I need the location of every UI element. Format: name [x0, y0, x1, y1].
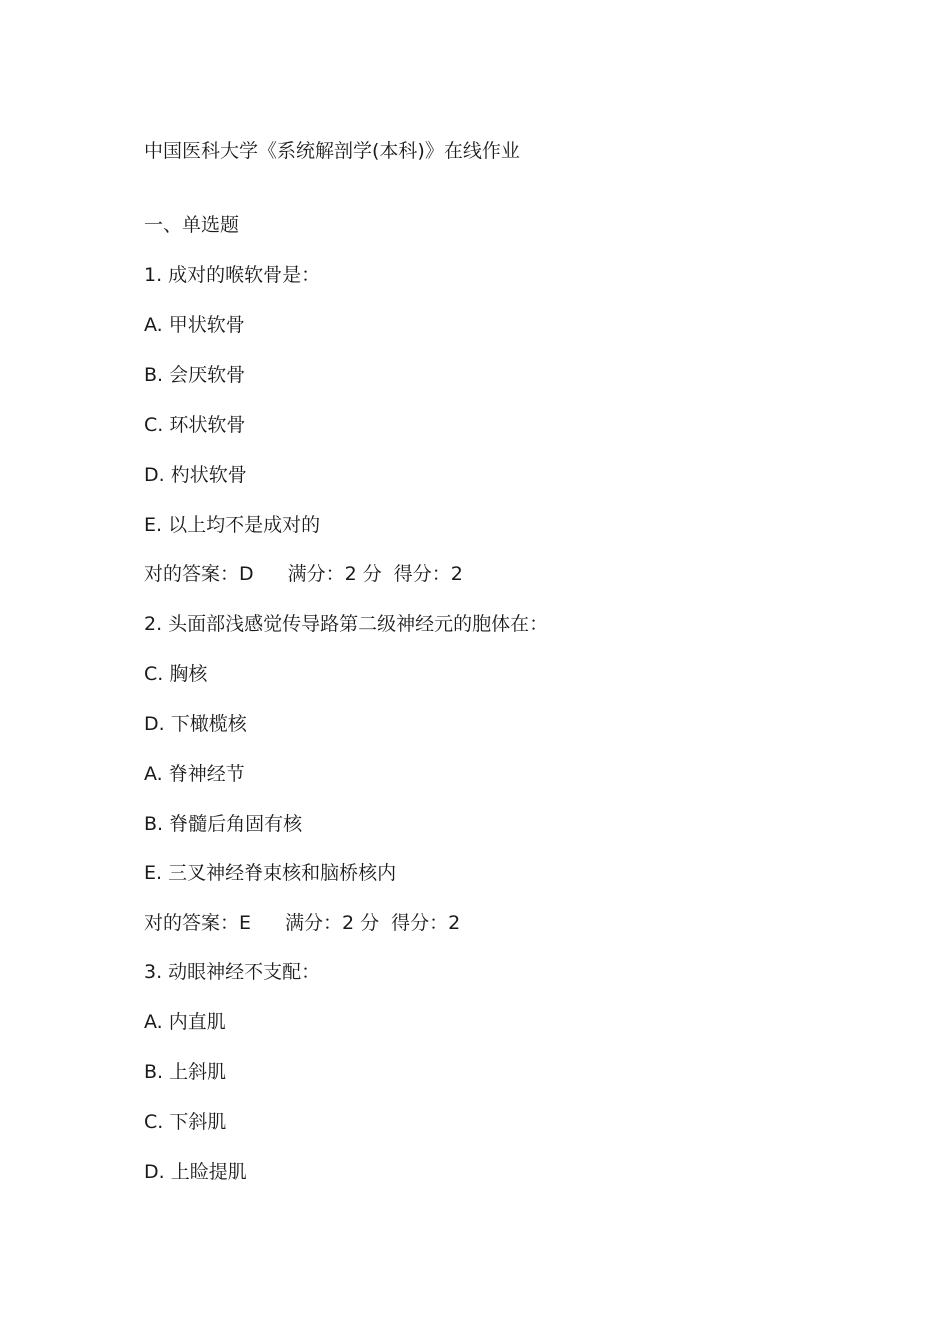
question-1-stem: 1. 成对的喉软骨是：: [144, 264, 321, 286]
question-2-stem: 2. 头面部浅感觉传导路第二级神经元的胞体在：: [144, 613, 549, 635]
correct-answer: 对的答案：D: [144, 563, 254, 585]
full-score: 满分：2 分: [285, 912, 380, 934]
question-2-option: C. 胸核: [144, 663, 208, 685]
question-2-option: E. 三叉神经脊束核和脑桥核内: [144, 862, 397, 884]
question-1-option: E. 以上均不是成对的: [144, 514, 321, 536]
question-3-option: C. 下斜肌: [144, 1111, 227, 1133]
obtained-score: 得分：2: [391, 912, 461, 934]
question-3-stem: 3. 动眼神经不支配：: [144, 961, 321, 983]
correct-answer: 对的答案：E: [144, 912, 252, 934]
question-3-option: B. 上斜肌: [144, 1061, 227, 1083]
question-1-option: B. 会厌软骨: [144, 364, 246, 386]
question-1-option: D. 杓状软骨: [144, 464, 247, 486]
section-heading: 一、单选题: [144, 214, 240, 236]
question-2-result: [144, 910, 460, 936]
document-title: 中国医科大学《系统解剖学(本科)》在线作业: [144, 140, 520, 162]
question-3-option: A. 内直肌: [144, 1011, 226, 1033]
question-1-option: A. 甲状软骨: [144, 314, 245, 336]
question-2-option: A. 脊神经节: [144, 763, 245, 785]
full-score: 满分：2 分: [287, 563, 382, 585]
question-2-option: D. 下橄榄核: [144, 713, 247, 735]
question-2-option: B. 脊髓后角固有核: [144, 813, 303, 835]
obtained-score: 得分：2: [393, 563, 463, 585]
question-1-option: C. 环状软骨: [144, 414, 246, 436]
question-3-option: D. 上睑提肌: [144, 1161, 247, 1183]
question-1-result: [144, 561, 463, 587]
